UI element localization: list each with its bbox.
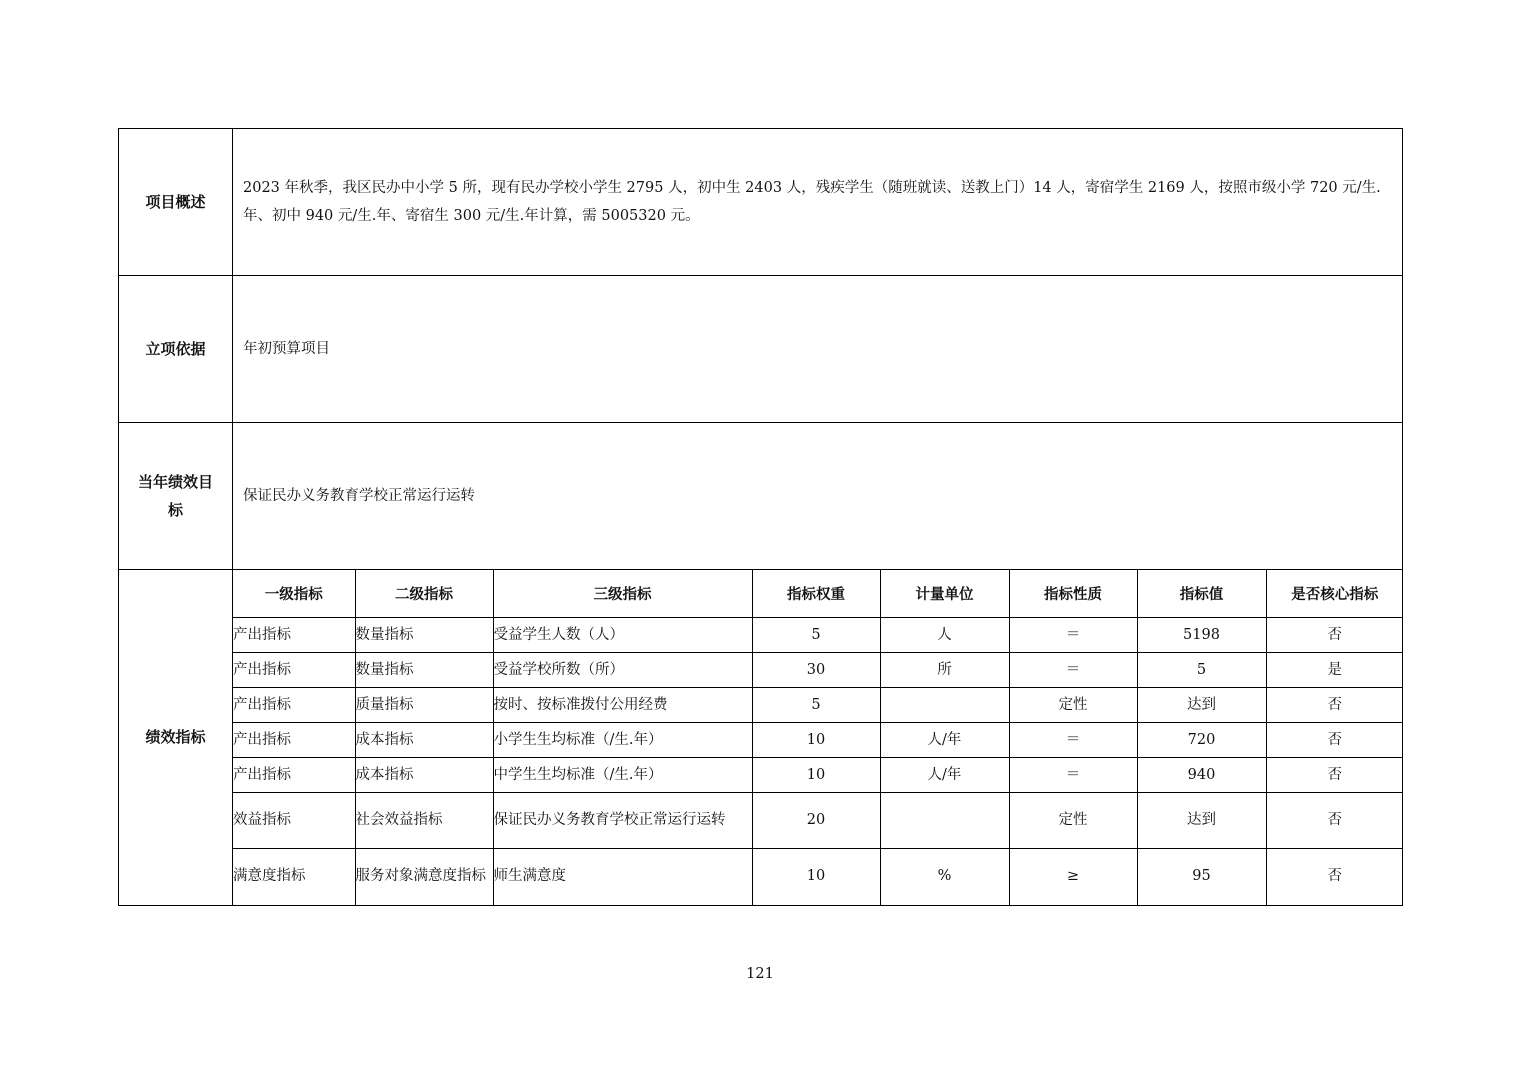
indicators-header-row [233, 570, 1403, 618]
cell-unit: 人 [880, 618, 1009, 653]
project-performance-table [118, 128, 1403, 906]
cell-weight: 10 [752, 758, 880, 793]
cell-core: 是 [1266, 653, 1403, 688]
table-row [233, 849, 1403, 905]
table-row [233, 758, 1403, 793]
cell-level3: 受益学生人数（人） [493, 618, 752, 653]
header-weight: 指标权重 [752, 570, 880, 618]
cell-value: 达到 [1137, 688, 1266, 723]
basis-row [119, 276, 1403, 423]
cell-value: 5198 [1137, 618, 1266, 653]
table-row [233, 653, 1403, 688]
table-row [233, 793, 1403, 849]
cell-level2: 数量指标 [355, 653, 493, 688]
cell-level2: 质量指标 [355, 688, 493, 723]
basis-text: 年初预算项目 [233, 276, 1403, 423]
goal-label [119, 423, 233, 570]
cell-level2: 成本指标 [355, 723, 493, 758]
cell-value: 940 [1137, 758, 1266, 793]
cell-value: 达到 [1137, 793, 1266, 849]
overview-row [119, 129, 1403, 276]
cell-level1: 效益指标 [233, 793, 355, 849]
cell-level3: 按时、按标准拨付公用经费 [493, 688, 752, 723]
cell-unit: 人/年 [880, 723, 1009, 758]
cell-unit [880, 688, 1009, 723]
overview-text: 2023 年秋季，我区民办中小学 5 所，现有民办学校小学生 2795 人，初中生 2403 人，残疾学生（随班就读、送教上门）14 人，寄宿学生 2169 人，按照市级小学 720 元/生.年、初中 940 元/生.年、寄宿生 300 元/生.年计算，需 5005320 元。 [233, 129, 1403, 276]
cell-unit: 所 [880, 653, 1009, 688]
header-level1: 一级指标 [233, 570, 355, 618]
overview-label: 项目概述 [119, 129, 233, 276]
cell-unit: % [880, 849, 1009, 905]
cell-core: 否 [1266, 618, 1403, 653]
basis-label: 立项依据 [119, 276, 233, 423]
header-unit: 计量单位 [880, 570, 1009, 618]
cell-level2: 数量指标 [355, 618, 493, 653]
goal-row [119, 423, 1403, 570]
cell-level1: 产出指标 [233, 723, 355, 758]
cell-weight: 10 [752, 849, 880, 905]
cell-level3: 师生满意度 [493, 849, 752, 905]
cell-unit: 人/年 [880, 758, 1009, 793]
cell-level1: 产出指标 [233, 758, 355, 793]
cell-weight: 5 [752, 688, 880, 723]
cell-weight: 20 [752, 793, 880, 849]
goal-text: 保证民办义务教育学校正常运行运转 [233, 423, 1403, 570]
indicators-cell [233, 570, 1403, 906]
cell-weight: 10 [752, 723, 880, 758]
page-number: 121 [746, 966, 774, 982]
indicators-row [119, 570, 1403, 906]
cell-core: 否 [1266, 758, 1403, 793]
goal-label-text: 当年绩效目标 [137, 473, 213, 519]
cell-core: 否 [1266, 723, 1403, 758]
header-nature: 指标性质 [1009, 570, 1137, 618]
header-level3: 三级指标 [493, 570, 752, 618]
cell-level2: 社会效益指标 [355, 793, 493, 849]
table-row [233, 723, 1403, 758]
indicators-table [233, 570, 1403, 905]
header-value: 指标值 [1137, 570, 1266, 618]
cell-level3: 中学生生均标准（/生.年） [493, 758, 752, 793]
cell-core: 否 [1266, 793, 1403, 849]
cell-level1: 产出指标 [233, 688, 355, 723]
cell-value: 95 [1137, 849, 1266, 905]
cell-nature: ＝ [1009, 653, 1137, 688]
cell-level1: 产出指标 [233, 653, 355, 688]
header-level2: 二级指标 [355, 570, 493, 618]
cell-value: 720 [1137, 723, 1266, 758]
cell-level1: 产出指标 [233, 618, 355, 653]
cell-nature: ＝ [1009, 758, 1137, 793]
cell-unit [880, 793, 1009, 849]
table-row [233, 688, 1403, 723]
cell-nature: ≥ [1009, 849, 1137, 905]
cell-level2: 成本指标 [355, 758, 493, 793]
table-row [233, 618, 1403, 653]
cell-level3: 受益学校所数（所） [493, 653, 752, 688]
cell-level2: 服务对象满意度指标 [355, 849, 493, 905]
cell-core: 否 [1327, 868, 1342, 885]
cell-nature: 定性 [1009, 688, 1137, 723]
cell-nature: ＝ [1009, 618, 1137, 653]
cell-value: 5 [1137, 653, 1266, 688]
cell-nature: 定性 [1009, 793, 1137, 849]
header-core: 是否核心指标 [1266, 570, 1403, 618]
cell-weight: 5 [752, 618, 880, 653]
indicators-label: 绩效指标 [119, 570, 233, 906]
cell-level3: 保证民办义务教育学校正常运行运转 [493, 793, 752, 849]
cell-level3: 小学生生均标准（/生.年） [493, 723, 752, 758]
cell-core: 否 [1266, 688, 1403, 723]
cell-nature: ＝ [1009, 723, 1137, 758]
cell-weight: 30 [752, 653, 880, 688]
cell-level1: 满意度指标 [233, 849, 355, 905]
